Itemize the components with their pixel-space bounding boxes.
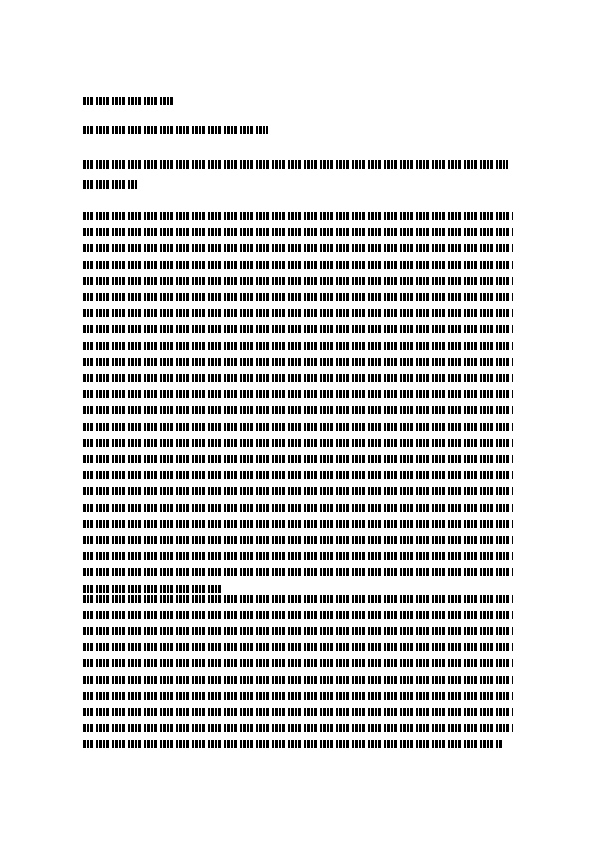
body-line	[83, 293, 513, 301]
body-line	[83, 358, 513, 366]
body-line	[83, 520, 513, 528]
body-line	[83, 277, 513, 285]
body-line	[83, 439, 513, 447]
body-line	[83, 406, 513, 414]
title-line-1	[83, 160, 508, 169]
body-line	[83, 708, 513, 716]
body-line	[83, 342, 513, 350]
body-line	[83, 659, 513, 667]
body-line	[83, 611, 513, 619]
header-line-1	[83, 97, 173, 105]
body-line	[83, 692, 513, 700]
body-line	[83, 643, 513, 651]
title-line-2	[83, 180, 138, 189]
body-line	[83, 423, 513, 431]
body-line	[83, 455, 513, 463]
body-line	[83, 261, 513, 269]
body-line	[83, 552, 513, 560]
body-line	[83, 676, 513, 684]
body-line	[83, 627, 513, 635]
body-line	[83, 390, 513, 398]
body-line	[83, 309, 513, 317]
body-line	[83, 724, 513, 732]
body-line	[83, 568, 513, 576]
body-line	[83, 374, 513, 382]
body-line	[83, 325, 513, 333]
body-line	[83, 212, 513, 220]
body-line	[83, 471, 513, 479]
body-line	[83, 740, 503, 748]
header-line-2	[83, 126, 268, 134]
body-line	[83, 585, 223, 593]
body-line	[83, 244, 513, 252]
body-line	[83, 504, 513, 512]
body-line	[83, 487, 513, 495]
body-line	[83, 228, 513, 236]
body-line	[83, 595, 513, 603]
body-line	[83, 536, 513, 544]
